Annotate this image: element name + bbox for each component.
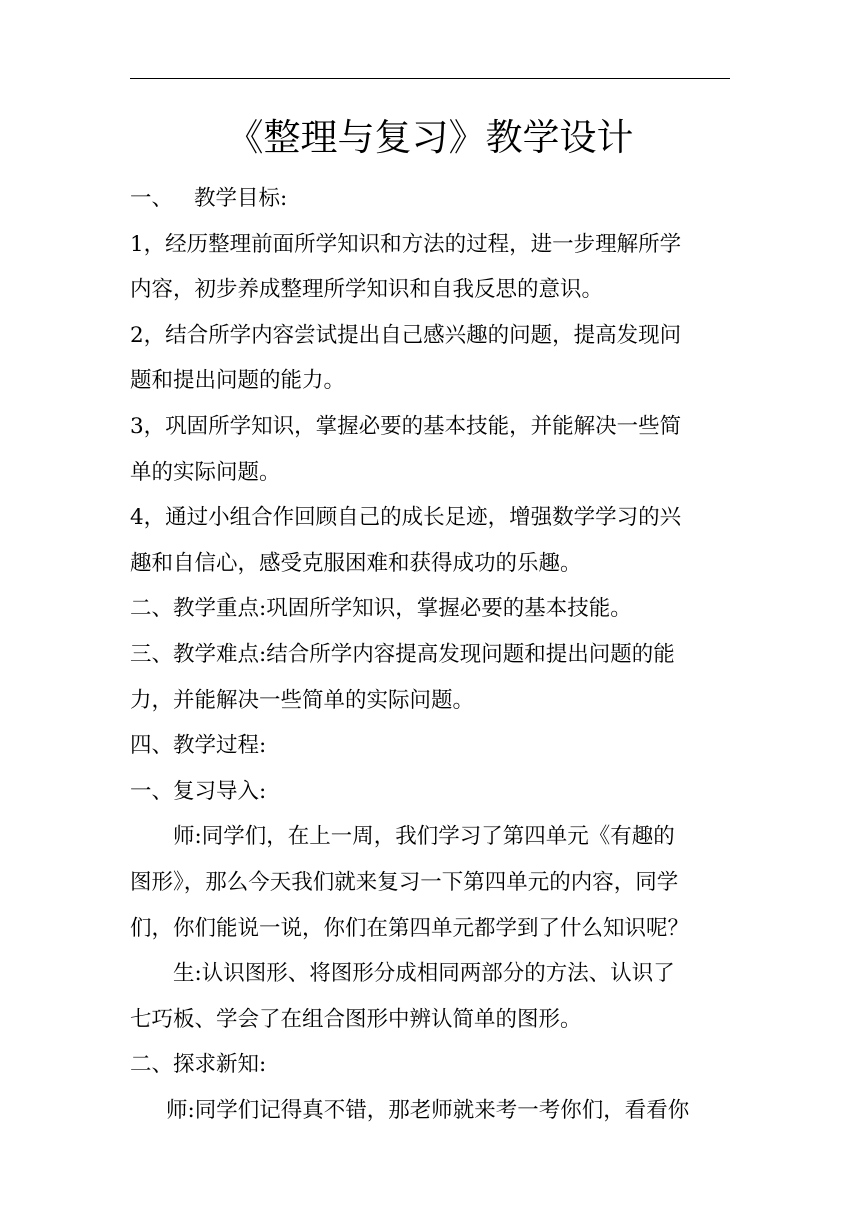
- paragraph-line: 内容，初步养成整理所学知识和自我反思的意识。: [130, 277, 604, 303]
- paragraph-line-key-points: 二、教学重点:巩固所学知识，掌握必要的基本技能。: [130, 596, 632, 622]
- paragraph-line: 4，通过小组合作回顾自己的成长足迹，增强数学学习的兴: [130, 505, 682, 531]
- header-rule: [130, 78, 730, 79]
- paragraph-line-student: 生:认识图形、将图形分成相同两部分的方法、认识了: [173, 961, 675, 987]
- paragraph-line: 3，巩固所学知识，掌握必要的基本技能，并能解决一些简: [130, 413, 682, 439]
- section-heading-review: 一、复习导入:: [130, 778, 267, 804]
- document-body: [130, 176, 730, 1133]
- paragraph-line: 七巧板、学会了在组合图形中辨认简单的图形。: [130, 1006, 582, 1032]
- section-number: 一、: [130, 186, 174, 211]
- document-title: 《整理与复习》教学设计: [226, 116, 634, 159]
- paragraph-line-teacher: 师:同学们，在上一周，我们学习了第四单元《有趣的: [173, 824, 675, 850]
- paragraph-line: 力，并能解决一些简单的实际问题。: [130, 687, 475, 713]
- paragraph-line-difficulties: 三、教学难点:结合所学内容提高发现问题和提出问题的能: [130, 641, 675, 667]
- paragraph-line: 1，经历整理前面所学知识和方法的过程，进一步理解所学: [130, 231, 682, 257]
- section-heading-process: 四、教学过程:: [130, 733, 267, 759]
- section-heading-objectives: [130, 176, 730, 222]
- paragraph-line: 题和提出问题的能力。: [130, 368, 346, 394]
- paragraph-line: 图形》，那么今天我们就来复习一下第四单元的内容，同学: [130, 869, 679, 895]
- paragraph-line: 2，结合所学内容尝试提出自己感兴趣的问题，提高发现问: [130, 322, 682, 348]
- paragraph-line: 们，你们能说一说，你们在第四单元都学到了什么知识呢？: [130, 915, 690, 941]
- paragraph-line: 趣和自信心，感受克服困难和获得成功的乐趣。: [130, 550, 582, 576]
- paragraph-line: 单的实际问题。: [130, 459, 281, 485]
- paragraph-line-teacher: 师:同学们记得真不错，那老师就来考一考你们，看看你: [166, 1097, 690, 1123]
- section-heading-explore: 二、探求新知:: [130, 1052, 267, 1078]
- section-label: 教学目标:: [194, 186, 288, 211]
